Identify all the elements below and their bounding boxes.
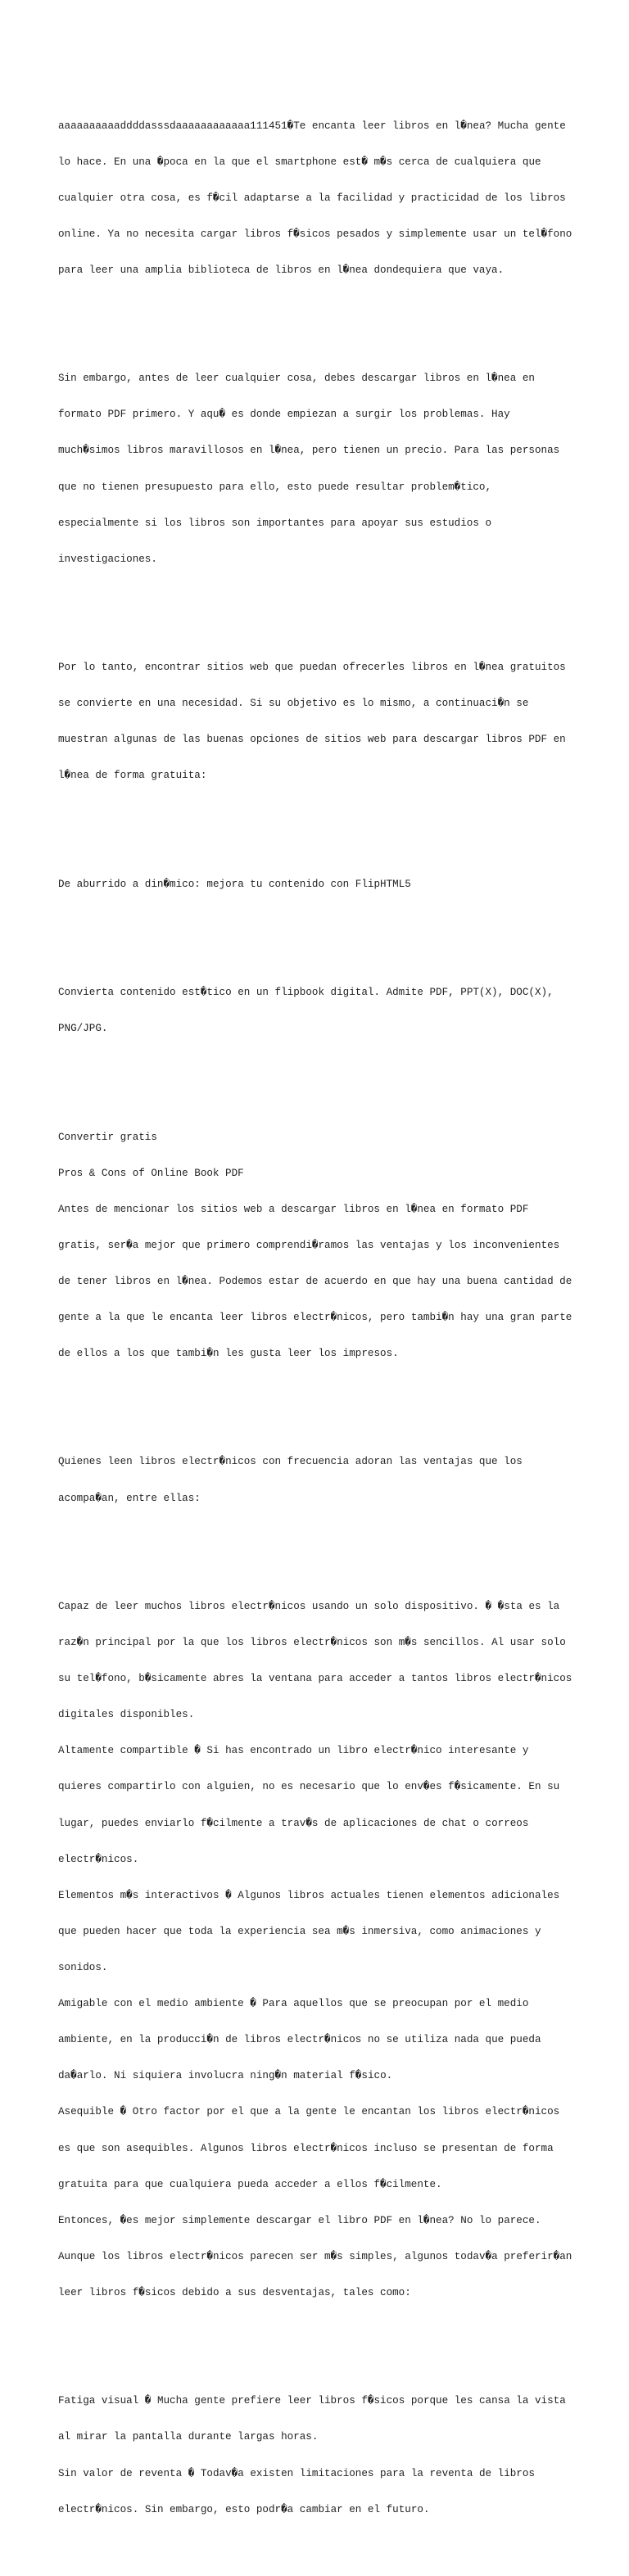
text-line: investigaciones. [58, 553, 157, 565]
text-line: aaaaaaaaaaddddasssdaaaaaaaaaaaa111451�Te encanta leer libros en l�nea? Mucha gente [58, 120, 566, 132]
document-body [58, 60, 582, 2576]
text-line: de ellos a los que tambi�n les gusta leer los impresos. [58, 1348, 399, 1360]
text-line: lo hace. En una �poca en la que el smartphone est� m�s cerca de cualquiera que [58, 156, 541, 168]
intro-paragraph [58, 96, 582, 301]
list-item-line: su tel�fono, b�sicamente abres la ventana para acceder a tantos libros electr�nicos [58, 1673, 572, 1685]
desventajas-list [58, 2371, 582, 2540]
text-line: cualquier otra cosa, es f�cil adaptarse a la facilidad y practicidad de los libros [58, 192, 566, 204]
sin-embargo-paragraph [58, 349, 582, 590]
text-line: que no tienen presupuesto para ello, esto puede resultar problem�tico, [58, 481, 492, 493]
list-item-line: electr�nicos. Sin embargo, esto podr�a cambiar en el futuro. [58, 2503, 430, 2515]
text-line: much�simos libros maravillosos en l�nea, pero tienen un precio. Para las personas [58, 445, 560, 457]
text-line: muestran algunas de las buenas opciones de sitios web para descargar libros PDF en [58, 734, 566, 746]
text-line: gente a la que le encanta leer libros electr�nicos, pero tambi�n hay una gran parte [58, 1312, 572, 1324]
text-line: de tener libros en l�nea. Podemos estar de acuerdo en que hay una buena cantidad de [58, 1275, 572, 1287]
text-line: De aburrido a din�mico: mejora tu contenido con FlipHTML5 [58, 878, 411, 890]
list-item-line: gratuita para que cualquiera pueda acceder a ellos f�cilmente. [58, 2178, 442, 2190]
list-item-line: digitales disponibles. [58, 1709, 195, 1721]
text-line: gratis, ser�a mejor que primero comprendi�ramos las ventajas y los inconvenientes [58, 1239, 560, 1251]
list-item-line: es que son asequibles. Algunos libros electr�nicos incluso se presentan de forma [58, 2142, 554, 2154]
text-line: para leer una amplia biblioteca de libros en l�nea dondequiera que vaya. [58, 264, 505, 276]
list-item-line: Entonces, �es mejor simplemente descargar el libro PDF en l�nea? No lo parece. [58, 2214, 541, 2226]
text-line: formato PDF primero. Y aqu� es donde empiezan a surgir los problemas. Hay [58, 409, 510, 421]
text-line: Antes de mencionar los sitios web a descargar libros en l�nea en formato PDF [58, 1203, 529, 1215]
list-item-line: Asequible � Otro factor por el que a la gente le encantan los libros electr�nicos [58, 2106, 560, 2118]
pros-cons-heading: Pros & Cons of Online Book PDF [58, 1167, 244, 1179]
text-line: se convierte en una necesidad. Si su objetivo es lo mismo, a continuaci�n se [58, 698, 529, 710]
text-line: l�nea de forma gratuita: [58, 770, 207, 782]
quienes-paragraph [58, 1432, 582, 1529]
list-item-line: Elementos m�s interactivos � Algunos libros actuales tienen elementos adicionales [58, 1889, 560, 1901]
list-item-line: Fatiga visual � Mucha gente prefiere leer libros f�sicos porque les cansa la vista [58, 2395, 566, 2407]
list-item-line: Aunque los libros electr�nicos parecen ser m�s simples, algunos todav�a preferir�an [58, 2250, 572, 2262]
text-line: Sin embargo, antes de leer cualquier cosa, debes descargar libros en l�nea en [58, 373, 535, 385]
list-item-line: Sin valor de reventa � Todav�a existen limitaciones para la reventa de libros [58, 2467, 535, 2479]
fliphtml5-description [58, 963, 582, 1060]
list-item-line: lugar, puedes enviarlo f�cilmente a trav�s de aplicaciones de chat o correos [58, 1817, 529, 1829]
list-item-line: raz�n principal por la que los libros electr�nicos son m�s sencillos. Al usar solo [58, 1637, 566, 1648]
pros-cons-section [58, 1107, 582, 1384]
text-line: acompa�an, entre ellas: [58, 1492, 201, 1504]
list-item-line: Amigable con el medio ambiente � Para aquellos que se preocupan por el medio [58, 1998, 529, 2010]
list-item-line: sonidos. [58, 1961, 108, 1973]
text-line: PNG/JPG. [58, 1023, 108, 1035]
text-line: online. Ya no necesita cargar libros f�sicos pesados y simplemente usar un tel�fono [58, 228, 572, 240]
text-line: Por lo tanto, encontrar sitios web que puedan ofrecerles libros en l�nea gratuitos [58, 662, 566, 674]
list-item-line: al mirar la pantalla durante largas horas. [58, 2431, 319, 2443]
list-item-line: electr�nicos. [58, 1853, 139, 1865]
list-item-line: da�arlo. Ni siquiera involucra ning�n material f�sico. [58, 2070, 393, 2082]
convertir-gratis-text: Convertir gratis [58, 1131, 157, 1143]
list-item-line: Capaz de leer muchos libros electr�nicos usando un solo dispositivo. � �sta es la [58, 1600, 560, 1612]
text-line: Quienes leen libros electr�nicos con frecuencia adoran las ventajas que los [58, 1456, 523, 1468]
list-item-line: Altamente compartible � Si has encontrado un libro electr�nico interesante y [58, 1745, 529, 1757]
list-item-line: leer libros f�sicos debido a sus desventajas, tales como: [58, 2286, 411, 2298]
text-line: especialmente si los libros son importantes para apoyar sus estudios o [58, 517, 492, 529]
text-line: Convierta contenido est�tico en un flipbook digital. Admite PDF, PPT(X), DOC(X), [58, 987, 554, 999]
list-item-line: ambiente, en la producci�n de libros electr�nicos no se utiliza nada que pueda [58, 2034, 541, 2046]
por-lo-tanto-paragraph [58, 638, 582, 807]
ventajas-list [58, 1576, 582, 2323]
fliphtml5-heading [58, 854, 582, 915]
list-item-line: quieres compartirlo con alguien, no es necesario que lo env�es f�sicamente. En su [58, 1781, 560, 1793]
list-item-line: que pueden hacer que toda la experiencia sea m�s inmersiva, como animaciones y [58, 1925, 541, 1937]
